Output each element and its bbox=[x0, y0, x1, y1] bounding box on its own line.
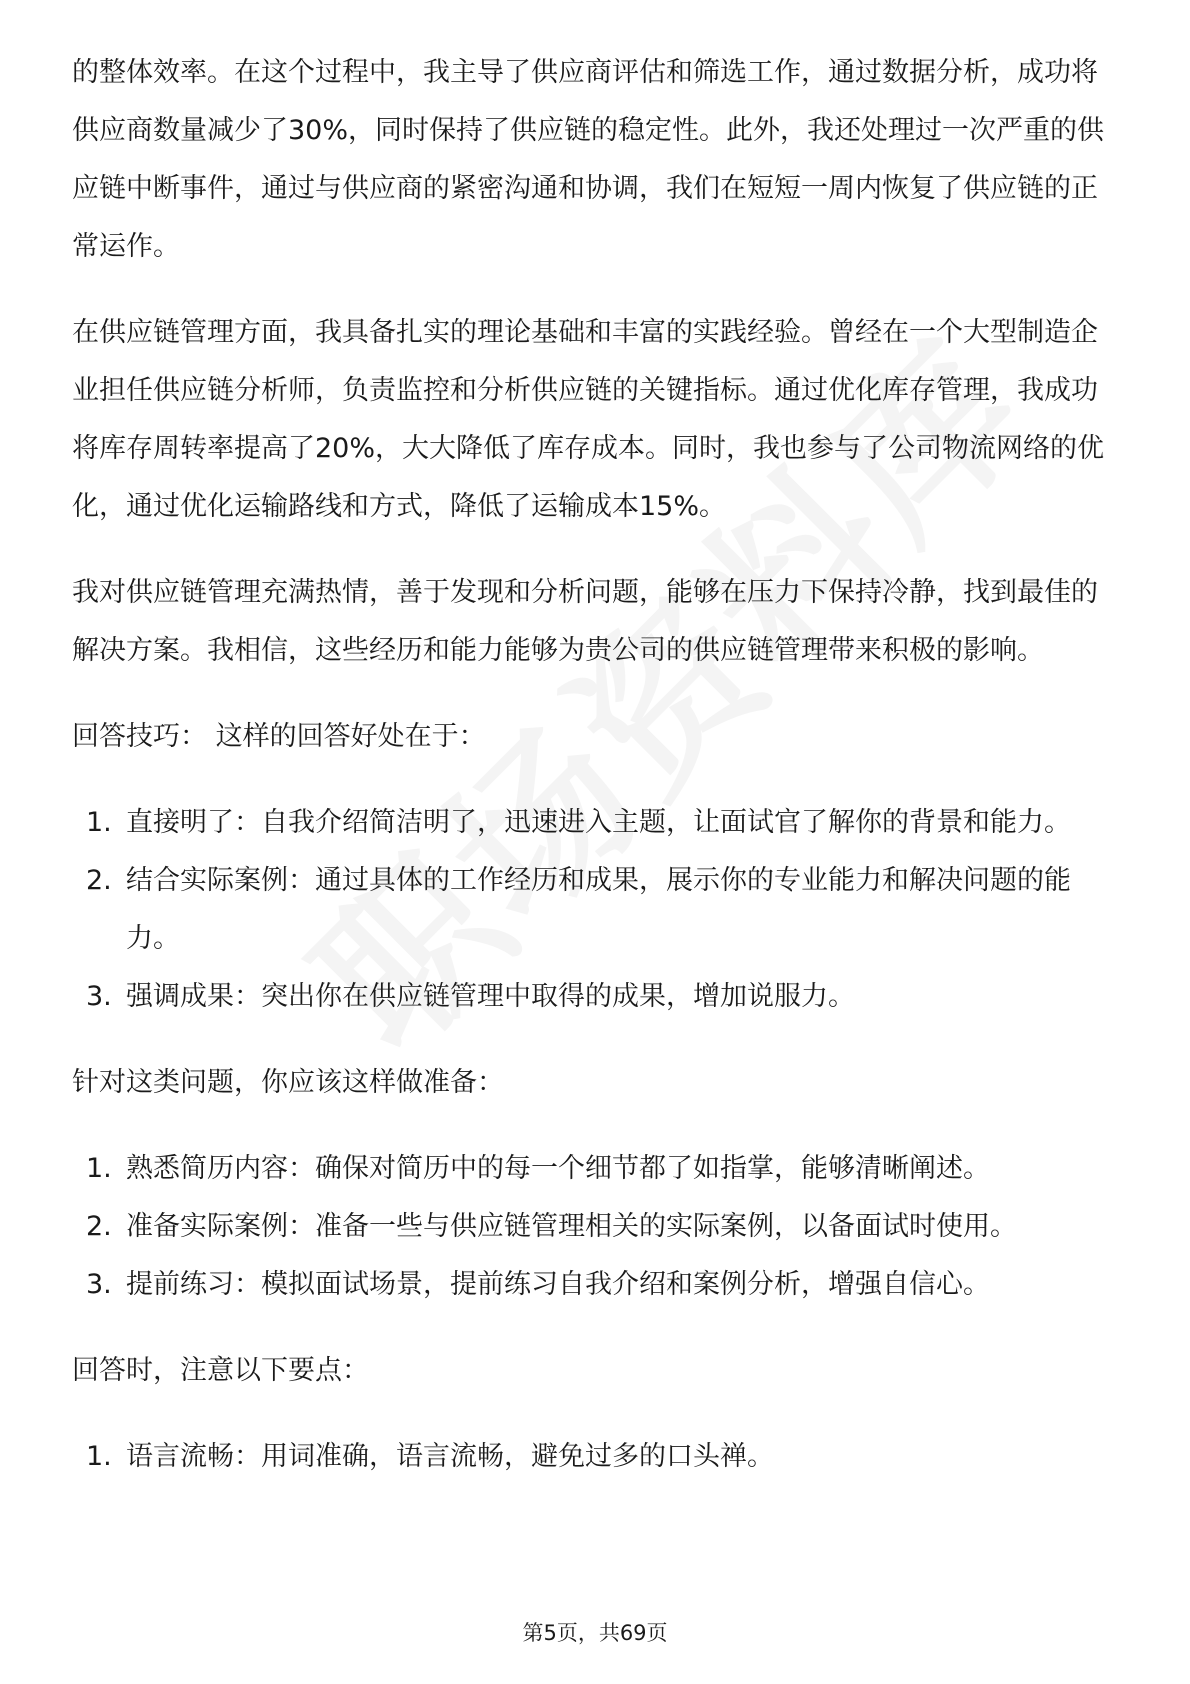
paragraph-passion: 我对供应链管理充满热情，善于发现和分析问题，能够在压力下保持冷静，找到最佳的解决方案。我相信，这些经历和能力能够为贵公司的供应链管理带来积极的影响。 bbox=[72, 577, 1098, 666]
tips-list bbox=[72, 794, 1118, 1026]
list-item-text: 熟悉简历内容：确保对简历中的每一个细节都了如指掌，能够清晰阐述。 bbox=[126, 1153, 990, 1184]
paragraph-experience: 在供应链管理方面，我具备扎实的理论基础和丰富的实践经验。曾经在一个大型制造企业担任供应链分析师，负责监控和分析供应链的关键指标。通过优化库存管理，我成功将库存周转率提高了20%，大大降低了库存成本。同时，我也参与了公司物流网络的优化，通过优化运输路线和方式，降低了运输成本15%。 bbox=[72, 317, 1105, 522]
list-item-text: 强调成果：突出你在供应链管理中取得的成果，增加说服力。 bbox=[126, 981, 855, 1012]
list-item-text: 准备实际案例：准备一些与供应链管理相关的实际案例，以备面试时使用。 bbox=[126, 1211, 1017, 1242]
list-item bbox=[72, 1198, 1118, 1256]
prep-list bbox=[72, 1140, 1118, 1314]
list-number: 1. bbox=[86, 1441, 112, 1472]
tips-heading: 回答技巧： 这样的回答好处在于： bbox=[72, 721, 486, 752]
list-item-text: 直接明了：自我介绍简洁明了，迅速进入主题，让面试官了解你的背景和能力。 bbox=[126, 807, 1071, 838]
notes-list bbox=[72, 1428, 1118, 1486]
list-number: 1. bbox=[86, 1153, 112, 1184]
list-item bbox=[72, 1140, 1118, 1198]
list-number: 1. bbox=[86, 807, 112, 838]
list-item bbox=[72, 852, 1118, 968]
list-item-text: 提前练习：模拟面试场景，提前练习自我介绍和案例分析，增强自信心。 bbox=[126, 1269, 990, 1300]
list-number: 2. bbox=[86, 1211, 112, 1242]
prep-heading: 针对这类问题，你应该这样做准备： bbox=[72, 1067, 504, 1098]
list-item-text: 语言流畅：用词准确，语言流畅，避免过多的口头禅。 bbox=[126, 1441, 774, 1472]
paragraph-efficiency: 的整体效率。在这个过程中，我主导了供应商评估和筛选工作，通过数据分析，成功将供应商数量减少了30%，同时保持了供应链的稳定性。此外，我还处理过一次严重的供应链中断事件，通过与供应商的紧密沟通和协调，我们在短短一周内恢复了供应链的正常运作。 bbox=[72, 57, 1105, 262]
list-item bbox=[72, 794, 1118, 852]
list-item bbox=[72, 1428, 1118, 1486]
list-number: 3. bbox=[86, 1269, 112, 1300]
list-item bbox=[72, 1256, 1118, 1314]
list-item-text: 结合实际案例：通过具体的工作经历和成果，展示你的专业能力和解决问题的能力。 bbox=[126, 865, 1071, 954]
list-item bbox=[72, 968, 1118, 1026]
list-number: 2. bbox=[86, 865, 112, 896]
notes-heading: 回答时，注意以下要点： bbox=[72, 1355, 369, 1386]
document-body bbox=[72, 44, 1118, 1514]
list-number: 3. bbox=[86, 981, 112, 1012]
page-number: 第5页，共69页 bbox=[522, 1621, 668, 1645]
